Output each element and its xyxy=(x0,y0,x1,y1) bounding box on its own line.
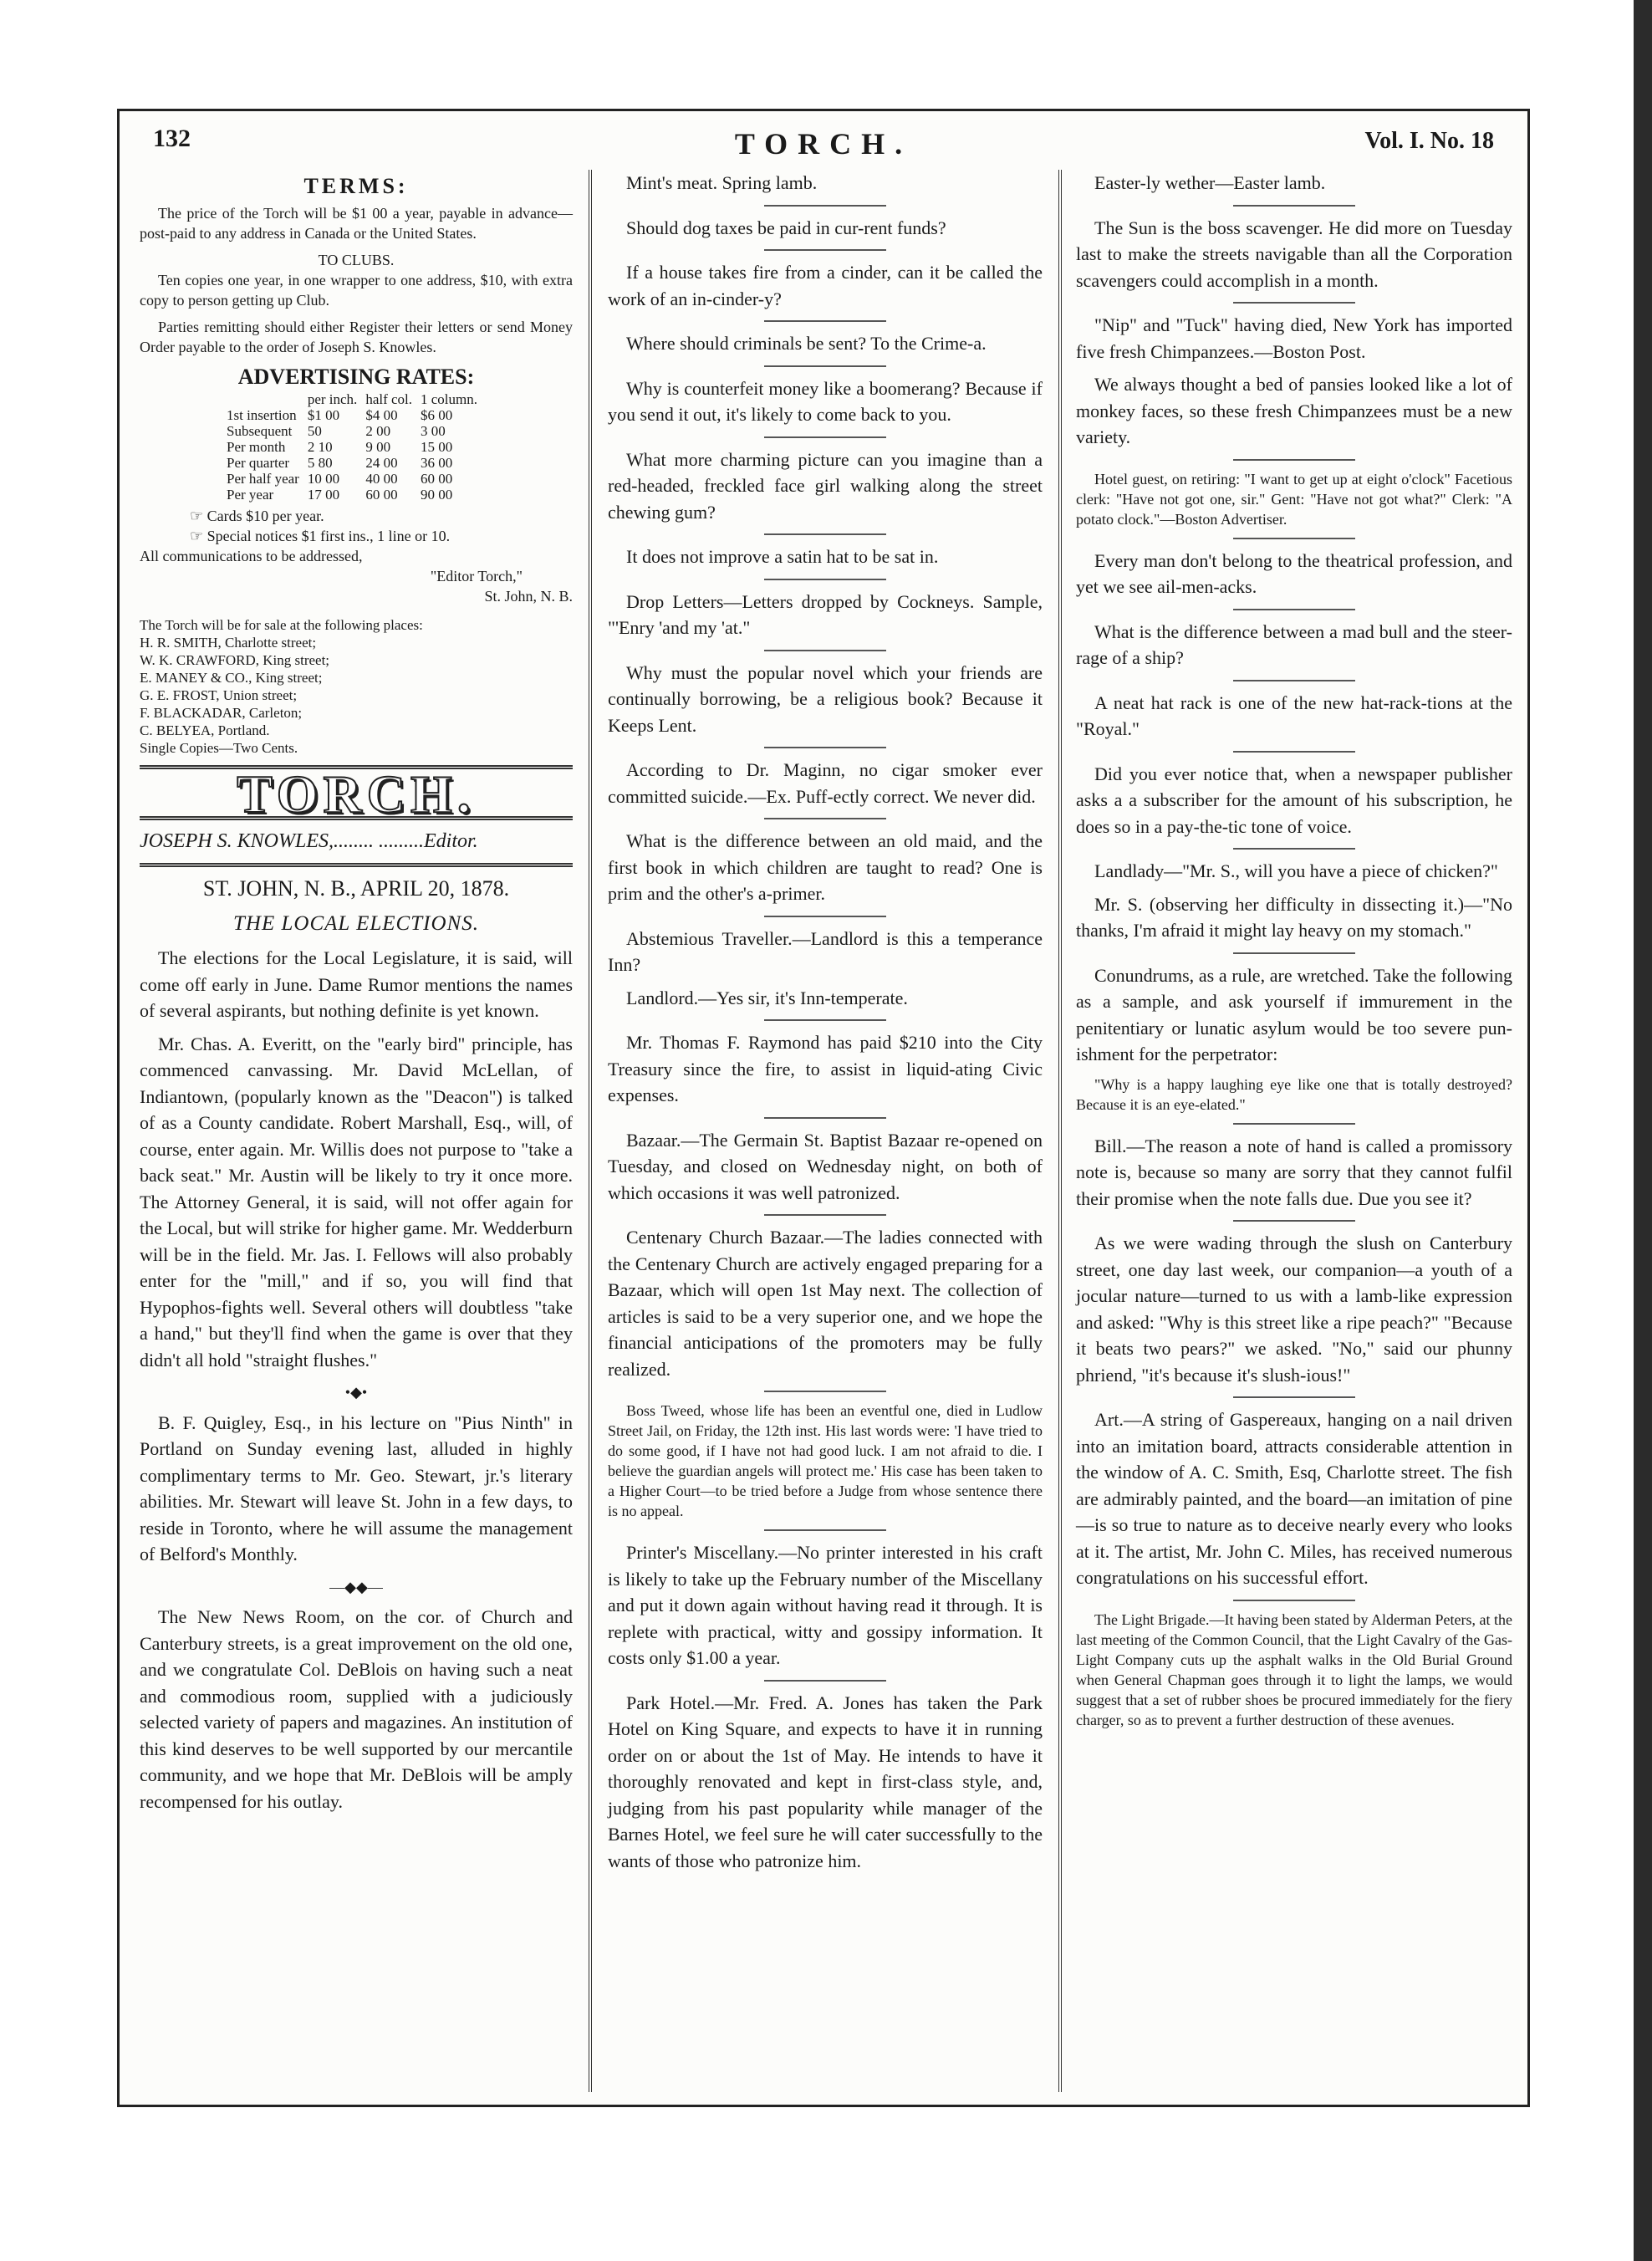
paragraph-item: Why must the popular novel which your friends are continually borrowing, be a religious book? Because it Keeps Lent. xyxy=(608,661,1043,736)
section-divider xyxy=(140,863,573,867)
communications-line: All communications to be addressed, xyxy=(140,548,363,564)
column-3 xyxy=(1076,170,1512,2088)
rates-header-cell xyxy=(227,391,308,407)
rates-cell: Per year xyxy=(226,487,274,503)
paragraph-item: Did you ever notice that, when a newspaper publisher asks a a subscriber for the amount of his subscription, he does so in a pay-the-tic tone of voice. xyxy=(1076,763,1512,837)
address-line-2: St. John, N. B. xyxy=(484,588,573,605)
item-separator xyxy=(1233,680,1355,681)
special-note-text: Special notices $1 first ins., 1 line or 10. xyxy=(206,528,451,544)
paragraph-item: Mint's meat. Spring lamb. xyxy=(626,172,818,193)
places-intro: The Torch will be for sale at the following places: xyxy=(140,617,423,633)
column-1 xyxy=(140,170,573,2088)
item-separator xyxy=(764,1214,886,1216)
single-copies: Single Copies—Two Cents. xyxy=(140,740,298,756)
rates-row xyxy=(227,471,486,487)
item-separator xyxy=(1233,302,1355,304)
paragraph-item: What is the difference between a mad bull and the steer-rage of a ship? xyxy=(1076,620,1512,668)
item-separator xyxy=(1233,609,1355,610)
scan-edge xyxy=(1634,0,1652,2261)
rates-cell: $6 00 xyxy=(421,407,453,423)
rates-header-cell: per inch. xyxy=(307,391,358,407)
quigley-paragraph: B. F. Quigley, Esq., in his lecture on "Pius Ninth" in Portland on Sunday evening last, alluded in highly complimentary terms to Mr. Geo. Stewart, jr.'s literary abilities. Mr. Stewart will leave St. John in a few days, to reside in Toronto, where he will assume the management of Belford's Monthly. xyxy=(140,1411,573,1564)
big-masthead: TORCH. xyxy=(237,764,476,824)
item-separator xyxy=(1233,205,1355,207)
item-separator xyxy=(764,249,886,251)
column-rule-2 xyxy=(1058,170,1062,2092)
paragraph-item: What more charming picture can you imagine than a red-headed, freckled face girl walking along the street chewing gum? xyxy=(608,448,1043,523)
item-separator xyxy=(764,650,886,651)
place-item: E. MANEY & CO., King street; xyxy=(140,670,323,686)
rates-cell: 24 00 xyxy=(365,455,398,471)
item-separator xyxy=(1233,538,1355,539)
cards-note: ☞ Cards $10 per year. xyxy=(190,508,324,524)
paragraph-item: According to Dr. Maginn, no cigar smoker ever committed suicide.—Ex. Puff-ectly correct. We never did. xyxy=(608,759,1043,807)
terms-title: TERMS: xyxy=(303,174,409,198)
advertising-title: ADVERTISING RATES: xyxy=(237,364,475,389)
rates-cell: 40 00 xyxy=(365,471,398,487)
dateline: ST. JOHN, N. B., APRIL 20, 1878. xyxy=(202,876,510,901)
paragraph-item: Bill.—The reason a note of hand is called a promissory note is, because so many are sorry that they cannot fulfil their promise when the note falls due. Due you see it? xyxy=(1076,1135,1512,1209)
place-item: F. BLACKADAR, Carleton; xyxy=(140,705,303,721)
article-headline: THE LOCAL ELECTIONS. xyxy=(233,911,479,935)
rates-cell: 50 xyxy=(307,423,322,439)
paragraph-item: Landlord.—Yes sir, it's Inn-temperate. xyxy=(626,987,908,1008)
rates-header-cell: 1 column. xyxy=(421,391,478,407)
item-separator xyxy=(764,1019,886,1021)
place-item: H. R. SMITH, Charlotte street; xyxy=(140,635,317,651)
place-item: G. E. FROST, Union street; xyxy=(140,687,298,703)
rates-cell: $4 00 xyxy=(365,407,398,423)
paragraph-item: Where should criminals be sent? To the Crime-a. xyxy=(626,333,987,354)
item-separator xyxy=(1233,1123,1355,1125)
address-line-1: "Editor Torch," xyxy=(430,568,523,584)
item-separator xyxy=(1233,848,1355,850)
paragraph-item: A neat hat rack is one of the new hat-rack-tions at the "Royal." xyxy=(1076,692,1512,739)
paragraph-item: The Light Brigade.—It having been stated by Alderman Peters, at the last meeting of the Common Council, that the Light Cavalry of the Gas-Light Company cuts up the asphalt walks in the Old Burial Ground when General Chapman goes through it to light the lamps, we would suggest that a set of rubber shoes be procured immediately for the fiery charger, so as to prevent a further destruction of these avenues. xyxy=(1076,1610,1512,1728)
elections-paragraph-2: Mr. Chas. A. Everitt, on the "early bird" principle, has commenced canvassing. Mr. David McLellan, of Indiantown, (popularly known as the "Deacon") is talked of as a County candidate. Robert Marshall, Esq., will, of course, enter again. Mr. Willis does not purpose to "take a back seat." Mr. Austin will be likely to try it once more. The Attorney General, it is said, will not offer again for the Local, but will strike for higher game. Mr. Wedderburn will be in the field. Mr. Jas. I. Fellows will also probably enter for the "mill," and if so, you will find that Hypophos-fights well. Several others will doubtless "take a hand," but they'll find when the game is over that they didn't all hold "straight flushes." xyxy=(140,1033,573,1370)
rates-cell: Per month xyxy=(226,439,286,455)
cards-note-text: Cards $10 per year. xyxy=(206,508,324,524)
to-clubs-title: TO CLUBS. xyxy=(318,251,395,268)
volume-number: Vol. I. No. 18 xyxy=(1364,128,1494,154)
item-separator xyxy=(764,579,886,580)
rates-cell: 3 00 xyxy=(421,423,446,439)
item-separator xyxy=(1233,459,1355,461)
item-separator xyxy=(764,205,886,207)
clubs-text-2: Parties remitting should either Register their letters or send Money Order payable to the order of Joseph S. Knowles. xyxy=(140,318,573,355)
item-separator xyxy=(764,747,886,748)
rates-cell: 15 00 xyxy=(421,439,453,455)
paragraph-item: It does not improve a satin hat to be sat in. xyxy=(626,546,939,567)
rates-row xyxy=(227,439,486,455)
elections-paragraph-1: The elections for the Local Legislature, it is said, will come off early in June. Dame Rumor mentions the names of several aspirants, but nothing definite is yet known. xyxy=(140,947,573,1021)
rates-header-cell: half col. xyxy=(365,391,413,407)
item-separator xyxy=(1233,952,1355,954)
paragraph-item: Park Hotel.—Mr. Fred. A. Jones has taken the Park Hotel on King Square, and expects to have it in running order on or about the 1st of May. He intends to have it thoroughly renovated and kept in first-class style, and, judging from his past popularity while manager of the Barnes Hotel, we feel sure he will cater successfully to the wants of those who patronize him. xyxy=(608,1692,1043,1871)
rates-cell: 90 00 xyxy=(421,487,453,503)
item-separator xyxy=(764,818,886,819)
item-separator xyxy=(1233,751,1355,753)
rates-cell: 5 80 xyxy=(307,455,333,471)
item-separator xyxy=(1233,1220,1355,1222)
editor-line: JOSEPH S. KNOWLES,........ .........Editor. xyxy=(140,829,478,852)
place-item: C. BELYEA, Portland. xyxy=(140,722,270,738)
column-2 xyxy=(608,170,1043,2088)
rates-cell: Subsequent xyxy=(226,423,293,439)
paragraph-item: Should dog taxes be paid in cur-rent funds? xyxy=(626,217,946,238)
rates-row xyxy=(227,423,486,439)
rates-cell: 36 00 xyxy=(421,455,453,471)
rates-cell: 1st insertion xyxy=(226,407,297,423)
rates-row xyxy=(227,487,486,503)
rates-header-row xyxy=(227,391,486,407)
paragraph-item: Mr. Thomas F. Raymond has paid $210 into the City Treasury since the fire, to assist in liquid-ating Civic expenses. xyxy=(608,1032,1043,1105)
running-masthead: TORCH. xyxy=(734,127,913,161)
rates-cell: 2 00 xyxy=(365,423,391,439)
paragraph-item: Easter-ly wether—Easter lamb. xyxy=(1094,172,1326,193)
clubs-text-1: Ten copies one year, in one wrapper to one address, $10, with extra copy to person getting up Club. xyxy=(140,271,573,309)
paragraph-item: What is the difference between an old maid, and the first book in which children are taught to read? One is prim and the other's a-primer. xyxy=(608,830,1043,904)
item-separator xyxy=(764,1391,886,1392)
paragraph-item: Hotel guest, on retiring: "I want to get up at eight o'clock" Facetious clerk: "Have not got one, sir." Gent: "Have not got what?" Clerk: "A potato clock."—Boston Advertiser. xyxy=(1076,470,1512,528)
paragraph-item: If a house takes fire from a cinder, can it be called the work of an in-cinder-y? xyxy=(608,262,1043,309)
special-note: ☞ Special notices $1 first ins., 1 line or 10. xyxy=(190,528,451,544)
paragraph-item: The Sun is the boss scavenger. He did more on Tuesday last to make the streets navigable than all the Corporation scavengers could accomplish in a month. xyxy=(1076,217,1512,291)
rates-cell: $1 00 xyxy=(307,407,340,423)
paragraph-item: Mr. S. (observing her difficulty in dissecting it.)—"No thanks, I'm afraid it might lay heavy on my stomach." xyxy=(1076,893,1512,941)
item-separator xyxy=(1233,1396,1355,1398)
page-header xyxy=(153,120,1494,170)
terms-text: The price of the Torch will be $1 00 a year, payable in advance—post-paid to any address in Canada or the United States. xyxy=(140,204,573,242)
rates-cell: 60 00 xyxy=(421,471,453,487)
item-separator xyxy=(764,1680,886,1682)
rates-table xyxy=(227,391,486,503)
paragraph-item: Art.—A string of Gaspereaux, hanging on a nail driven into an imitation board, attracts considerable attention in the window of A. C. Smith, Esq, Charlotte street. The fish are admirably painted, and the board—an imitation of pine—is so true to nature as to deceive nearly every who looks at it. The artist, Mr. John C. Miles, has received numerous congratulations on his successful effort. xyxy=(1076,1409,1512,1588)
ornament-divider: —◆◆— xyxy=(329,1578,383,1595)
paragraph-item: Printer's Miscellany.—No printer interested in his craft is likely to take up the February number of the Miscellany and put it down again without having read it through. It is replete with practical, witty and gossipy information. It costs only $1.00 a year. xyxy=(608,1542,1043,1668)
rates-row xyxy=(227,407,486,423)
place-item: W. K. CRAWFORD, King street; xyxy=(140,652,330,668)
paragraph-item: Why is counterfeit money like a boomerang? Because if you send it out, it's likely to come back to you. xyxy=(608,377,1043,425)
item-separator xyxy=(1233,1600,1355,1601)
rates-cell: 60 00 xyxy=(365,487,398,503)
item-separator xyxy=(764,436,886,438)
item-separator xyxy=(764,365,886,367)
newsroom-paragraph: The New News Room, on the cor. of Church and Canterbury streets, is a great improvement on the old one, and we congratulate Col. DeBlois on having such a neat and commodious room, supplied with a judiciously selected variety of papers and magazines. An institution of this kind deserves to be well supported by our mercantile community, and we hope that Mr. DeBlois will be amply recompensed for his outlay. xyxy=(140,1606,573,1812)
rates-row xyxy=(227,455,486,471)
paragraph-item: We always thought a bed of pansies looked like a lot of monkey faces, so these fresh Chimpanzees must be a new variety. xyxy=(1076,374,1512,447)
rates-cell: Per quarter xyxy=(226,455,290,471)
page-number: 132 xyxy=(153,125,191,152)
rates-cell: 2 10 xyxy=(307,439,333,455)
item-separator xyxy=(764,916,886,917)
rates-cell: 9 00 xyxy=(365,439,391,455)
item-separator xyxy=(764,1529,886,1531)
item-separator xyxy=(764,1117,886,1119)
paragraph-item: Drop Letters—Letters dropped by Cockneys. Sample, "'Enry 'and my 'at." xyxy=(608,590,1043,638)
paragraph-item: Abstemious Traveller.—Landlord is this a temperance Inn? xyxy=(608,927,1043,975)
item-separator xyxy=(764,533,886,535)
column-rule-1 xyxy=(589,170,592,2092)
paragraph-item: Boss Tweed, whose life has been an eventful one, died in Ludlow Street Jail, on Friday, the 12th inst. His last words were: 'I have tried to do some good, if I have not had good luck. I am not afraid to die. I believe the guardian angels will protect me.' His case has been taken to a Higher Court—to be tried before a Judge from whose sentence there is no appeal. xyxy=(608,1402,1043,1519)
ornament-divider: •◆• xyxy=(344,1384,368,1401)
paragraph-item: "Why is a happy laughing eye like one that is totally destroyed? Because it is an eye-elated." xyxy=(1076,1075,1512,1113)
item-separator xyxy=(764,320,886,322)
paragraph-item: Bazaar.—The Germain St. Baptist Bazaar re-opened on Tuesday, and closed on Wednesday night, on both of which occasions it was well patronized. xyxy=(608,1129,1043,1203)
paragraph-item: Centenary Church Bazaar.—The ladies connected with the Centenary Church are actively engaged preparing for a Bazaar, which will open 1st May next. The collection of articles is said to be a very superior one, and we hope the financial anticipations of the promoters may be fully realized. xyxy=(608,1227,1043,1380)
rates-cell: 10 00 xyxy=(307,471,340,487)
paragraph-item: "Nip" and "Tuck" having died, New York has imported five fresh Chimpanzees.—Boston Post. xyxy=(1076,314,1512,362)
paragraph-item: Every man don't belong to the theatrical profession, and yet we see ail-men-acks. xyxy=(1076,549,1512,597)
rates-cell: 17 00 xyxy=(307,487,340,503)
newspaper-page xyxy=(117,109,1530,2107)
paragraph-item: Landlady—"Mr. S., will you have a piece of chicken?" xyxy=(1094,860,1498,881)
paragraph-item: Conundrums, as a rule, are wretched. Take the following as a sample, and ask yourself if immurement in the penitentiary or lunatic asylum would be too severe pun-ishment for the perpetrator: xyxy=(1076,964,1512,1064)
rates-cell: Per half year xyxy=(226,471,299,487)
paragraph-item: As we were wading through the slush on Canterbury street, one day last week, our companion—a youth of a jocular nature—turned to us with a lamb-like expression and asked: "Why is this street like a ripe peach?" "Because it beats two pears?" we asked. "No," said our phunny phriend, "it's because it's slush-ious!" xyxy=(1076,1233,1512,1386)
